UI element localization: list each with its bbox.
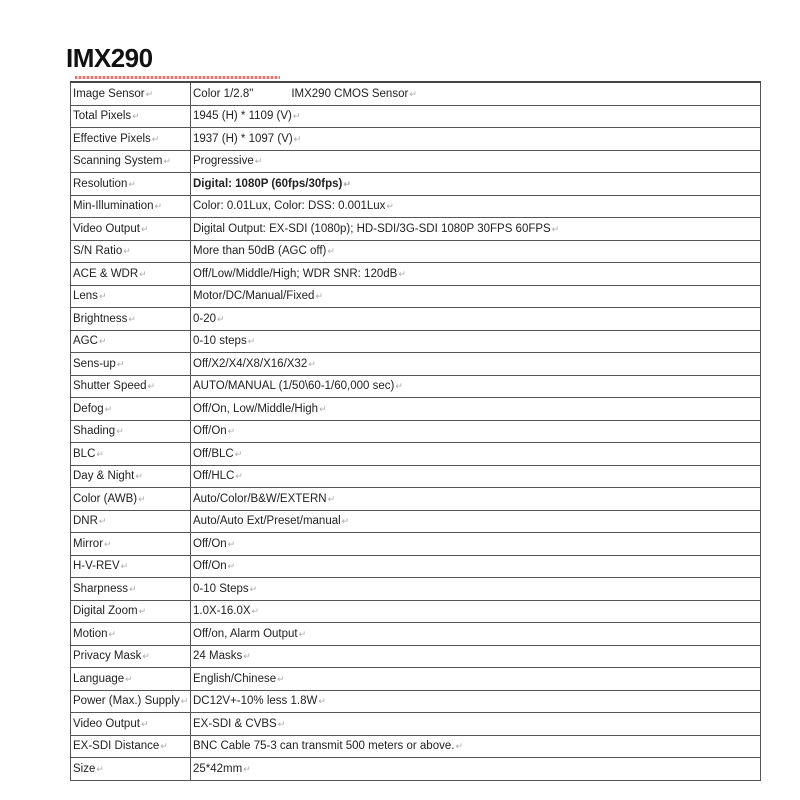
spec-value: 0-10 steps <box>193 335 247 348</box>
spec-value: More than 50dB (AGC off) <box>193 245 327 258</box>
spec-value-cell <box>191 128 761 151</box>
spec-value: Digital Output: EX-SDI (1080p); HD-SDI/3G-SDI 1080P 30FPS 60FPS <box>193 222 551 235</box>
spec-value-cell <box>191 240 761 263</box>
spec-value-cell <box>191 218 761 241</box>
table-row <box>71 533 761 556</box>
spec-label-cell <box>71 263 191 286</box>
paragraph-mark-icon: ↵ <box>409 88 417 99</box>
spec-value: Progressive <box>193 155 254 168</box>
spec-value-cell <box>191 173 761 196</box>
table-row <box>71 420 761 443</box>
spec-label-cell <box>71 353 191 376</box>
spec-value: Auto/Auto Ext/Preset/manual <box>193 515 341 528</box>
spec-value-cell <box>191 533 761 556</box>
spec-label-cell <box>71 488 191 511</box>
spec-value-cell <box>191 308 761 331</box>
spec-label-cell <box>71 465 191 488</box>
paragraph-mark-icon: ↵ <box>254 156 263 167</box>
table-row <box>71 150 761 173</box>
spec-value: Off/HLC <box>193 470 235 483</box>
spec-label-cell <box>71 668 191 691</box>
spec-value-cell <box>191 398 761 421</box>
paragraph-mark-icon: ↵ <box>395 381 403 392</box>
paragraph-mark-icon: ↵ <box>96 763 104 774</box>
spec-label-cell <box>71 398 191 421</box>
spec-label: Video Output <box>73 717 140 730</box>
table-row <box>71 465 761 488</box>
spec-value-cell <box>191 735 761 758</box>
spec-label: S/N Ratio <box>73 245 123 258</box>
spec-label-cell <box>71 285 191 308</box>
spec-label-cell <box>71 443 191 466</box>
table-row <box>71 285 761 308</box>
spec-label: Motion <box>73 627 108 640</box>
spec-value-cell <box>191 578 761 601</box>
paragraph-mark-icon: ↵ <box>319 403 327 414</box>
spec-label: Brightness <box>73 312 128 325</box>
spec-label: Privacy Mask <box>73 650 142 663</box>
table-row <box>71 173 761 196</box>
spec-label: Sens-up <box>73 357 116 370</box>
paragraph-mark-icon: ↵ <box>145 88 154 99</box>
spec-label: AGC <box>73 335 98 348</box>
table-row <box>71 555 761 578</box>
paragraph-mark-icon: ↵ <box>98 291 107 302</box>
spec-label-cell <box>71 758 191 781</box>
spec-value: Motor/DC/Manual/Fixed <box>193 290 315 303</box>
spec-label-cell <box>71 218 191 241</box>
spec-value: AUTO/MANUAL (1/50\60-1/60,000 sec) <box>193 380 395 393</box>
spec-value: Off/Low/Middle/High; WDR SNR: 120dB <box>193 267 398 280</box>
paragraph-mark-icon: ↵ <box>116 426 124 437</box>
paragraph-mark-icon: ↵ <box>343 178 351 189</box>
spec-label-cell <box>71 195 191 218</box>
spec-value-cell <box>191 82 761 105</box>
table-row <box>71 510 761 533</box>
table-row <box>71 353 761 376</box>
paragraph-mark-icon: ↵ <box>135 471 143 482</box>
spec-label-cell <box>71 735 191 758</box>
spec-label-cell <box>71 690 191 713</box>
table-row <box>71 443 761 466</box>
spec-value-cell <box>191 690 761 713</box>
paragraph-mark-icon: ↵ <box>98 336 107 347</box>
paragraph-mark-icon: ↵ <box>251 606 260 617</box>
spec-value: EX-SDI & CVBS <box>193 717 277 730</box>
paragraph-mark-icon: ↵ <box>132 111 140 122</box>
paragraph-mark-icon: ↵ <box>227 561 236 572</box>
paragraph-mark-icon: ↵ <box>551 223 560 234</box>
table-row <box>71 105 761 128</box>
paragraph-mark-icon: ↵ <box>128 178 136 189</box>
spec-label-cell <box>71 128 191 151</box>
spec-value: Off/On, Low/Middle/High <box>193 402 319 415</box>
paragraph-mark-icon: ↵ <box>138 493 146 504</box>
spec-label: Color (AWB) <box>73 492 138 505</box>
spec-label: Resolution <box>73 177 128 190</box>
spec-value-cell <box>191 758 761 781</box>
spec-value: Color 1/2.8" <box>193 87 254 100</box>
paragraph-mark-icon: ↵ <box>128 313 136 324</box>
paragraph-mark-icon: ↵ <box>139 268 147 279</box>
table-row <box>71 758 761 781</box>
table-row <box>71 375 761 398</box>
table-row <box>71 330 761 353</box>
spec-label-cell <box>71 150 191 173</box>
spec-label: Power (Max.) Supply <box>73 695 180 708</box>
spec-label: Total Pixels <box>73 110 132 123</box>
spec-label-cell <box>71 555 191 578</box>
paragraph-mark-icon: ↵ <box>151 133 160 144</box>
spec-value: Off/BLC <box>193 447 234 460</box>
spec-label: Digital Zoom <box>73 605 138 618</box>
table-row <box>71 713 761 736</box>
spec-value: English/Chinese <box>193 672 277 685</box>
spec-table <box>70 81 761 781</box>
spec-value: Auto/Color/B&W/EXTERN <box>193 492 327 505</box>
spec-value: Color: 0.01Lux, Color: DSS: 0.001Lux <box>193 200 386 213</box>
paragraph-mark-icon: ↵ <box>154 201 163 212</box>
table-row <box>71 488 761 511</box>
paragraph-mark-icon: ↵ <box>227 538 236 549</box>
paragraph-mark-icon: ↵ <box>292 111 301 122</box>
spec-label: Size <box>73 762 96 775</box>
paragraph-mark-icon: ↵ <box>142 651 150 662</box>
table-row <box>71 623 761 646</box>
spec-value-cell <box>191 465 761 488</box>
paragraph-mark-icon: ↵ <box>455 741 463 752</box>
spec-value-cell <box>191 195 761 218</box>
spec-label: Scanning System <box>73 155 163 168</box>
spec-value: 0-20 <box>193 312 217 325</box>
paragraph-mark-icon: ↵ <box>138 606 147 617</box>
spec-label-cell <box>71 330 191 353</box>
paragraph-mark-icon: ↵ <box>96 448 104 459</box>
spec-label: Shading <box>73 425 116 438</box>
spec-label: EX-SDI Distance <box>73 740 160 753</box>
spec-value: 1.0X-16.0X <box>193 605 251 618</box>
spec-label-cell <box>71 420 191 443</box>
table-row <box>71 578 761 601</box>
paragraph-mark-icon: ↵ <box>318 696 326 707</box>
spec-value-cell <box>191 443 761 466</box>
table-row <box>71 218 761 241</box>
spec-label: BLC <box>73 447 96 460</box>
paragraph-mark-icon: ↵ <box>140 223 149 234</box>
spec-value: Off/On <box>193 425 227 438</box>
document-title: IMX290 <box>66 43 153 73</box>
table-row <box>71 82 761 105</box>
spec-value: 24 Masks <box>193 650 243 663</box>
spec-value: Off/On <box>193 537 227 550</box>
spec-value-cell <box>191 150 761 173</box>
table-row <box>71 690 761 713</box>
paragraph-mark-icon: ↵ <box>128 583 137 594</box>
spec-label-cell <box>71 308 191 331</box>
paragraph-mark-icon: ↵ <box>163 156 172 167</box>
spec-value-cell <box>191 645 761 668</box>
paragraph-mark-icon: ↵ <box>277 718 286 729</box>
paragraph-mark-icon: ↵ <box>123 246 131 257</box>
spec-value: 25*42mm <box>193 762 243 775</box>
table-row <box>71 195 761 218</box>
paragraph-mark-icon: ↵ <box>249 583 258 594</box>
spec-label: Effective Pixels <box>73 132 151 145</box>
spec-label: Image Sensor <box>73 87 145 100</box>
table-row <box>71 600 761 623</box>
spec-label-cell <box>71 82 191 105</box>
spec-label: H-V-REV <box>73 560 120 573</box>
spec-label-cell <box>71 623 191 646</box>
paragraph-mark-icon: ↵ <box>217 313 225 324</box>
spec-value-cell <box>191 420 761 443</box>
spec-value: 1945 (H) * 1109 (V) <box>193 110 292 123</box>
spec-label: Video Output <box>73 222 140 235</box>
spec-label: Day & Night <box>73 470 135 483</box>
spec-label-cell <box>71 105 191 128</box>
spec-value: Digital: 1080P (60fps/30fps) <box>193 177 343 190</box>
spec-value-cell <box>191 353 761 376</box>
spec-label: Sharpness <box>73 582 128 595</box>
paragraph-mark-icon: ↵ <box>341 516 350 527</box>
spec-label-cell <box>71 533 191 556</box>
paragraph-mark-icon: ↵ <box>298 628 307 639</box>
spec-value-secondary: IMX290 CMOS Sensor <box>291 87 409 100</box>
spec-value: Off/X2/X4/X8/X16/X32 <box>193 357 308 370</box>
spec-value-cell <box>191 668 761 691</box>
paragraph-mark-icon: ↵ <box>247 336 256 347</box>
spec-value: Off/On <box>193 560 227 573</box>
spec-label: DNR <box>73 515 98 528</box>
paragraph-mark-icon: ↵ <box>160 741 168 752</box>
paragraph-mark-icon: ↵ <box>227 426 236 437</box>
spec-label: Mirror <box>73 537 104 550</box>
paragraph-mark-icon: ↵ <box>104 538 112 549</box>
spec-label-cell <box>71 600 191 623</box>
paragraph-mark-icon: ↵ <box>243 651 251 662</box>
table-row <box>71 668 761 691</box>
spec-value: 0-10 Steps <box>193 582 249 595</box>
table-row <box>71 308 761 331</box>
spec-label-cell <box>71 510 191 533</box>
spec-value: Off/on, Alarm Output <box>193 627 298 640</box>
spec-value-cell <box>191 330 761 353</box>
paragraph-mark-icon: ↵ <box>104 403 113 414</box>
paragraph-mark-icon: ↵ <box>125 673 133 684</box>
spellcheck-underline <box>75 76 280 79</box>
paragraph-mark-icon: ↵ <box>308 358 316 369</box>
spec-label: Lens <box>73 290 98 303</box>
spec-label: Min-Illumination <box>73 200 154 213</box>
table-row <box>71 240 761 263</box>
spec-value-cell <box>191 510 761 533</box>
spec-value-cell <box>191 285 761 308</box>
paragraph-mark-icon: ↵ <box>98 516 107 527</box>
spec-value-cell <box>191 105 761 128</box>
paragraph-mark-icon: ↵ <box>398 268 406 279</box>
spec-label: Shutter Speed <box>73 380 147 393</box>
table-row <box>71 128 761 151</box>
table-row <box>71 735 761 758</box>
spec-label-cell <box>71 578 191 601</box>
paragraph-mark-icon: ↵ <box>120 561 129 572</box>
spec-label: ACE & WDR <box>73 267 139 280</box>
spec-value-cell <box>191 600 761 623</box>
spec-label-cell <box>71 240 191 263</box>
spec-value-cell <box>191 488 761 511</box>
spec-value: BNC Cable 75-3 can transmit 500 meters or above. <box>193 740 455 753</box>
paragraph-mark-icon: ↵ <box>315 291 323 302</box>
spec-label: Language <box>73 672 125 685</box>
spec-label-cell <box>71 645 191 668</box>
paragraph-mark-icon: ↵ <box>116 358 125 369</box>
paragraph-mark-icon: ↵ <box>235 471 243 482</box>
spec-value: 1937 (H) * 1097 (V) <box>193 132 293 145</box>
paragraph-mark-icon: ↵ <box>180 696 189 707</box>
paragraph-mark-icon: ↵ <box>243 763 251 774</box>
spec-label-cell <box>71 713 191 736</box>
paragraph-mark-icon: ↵ <box>234 448 243 459</box>
paragraph-mark-icon: ↵ <box>277 673 285 684</box>
spec-value-cell <box>191 375 761 398</box>
spec-label-cell <box>71 173 191 196</box>
table-row <box>71 263 761 286</box>
spec-value: DC12V+-10% less 1.8W <box>193 695 318 708</box>
paragraph-mark-icon: ↵ <box>386 201 394 212</box>
paragraph-mark-icon: ↵ <box>327 493 336 504</box>
spec-value-cell <box>191 623 761 646</box>
spec-value-cell <box>191 263 761 286</box>
paragraph-mark-icon: ↵ <box>108 628 117 639</box>
paragraph-mark-icon: ↵ <box>293 133 302 144</box>
spec-label: Defog <box>73 402 104 415</box>
spec-value-cell <box>191 555 761 578</box>
paragraph-mark-icon: ↵ <box>327 246 335 257</box>
table-row <box>71 645 761 668</box>
spec-value-cell <box>191 713 761 736</box>
table-row <box>71 398 761 421</box>
paragraph-mark-icon: ↵ <box>140 718 149 729</box>
spec-label-cell <box>71 375 191 398</box>
paragraph-mark-icon: ↵ <box>147 381 156 392</box>
